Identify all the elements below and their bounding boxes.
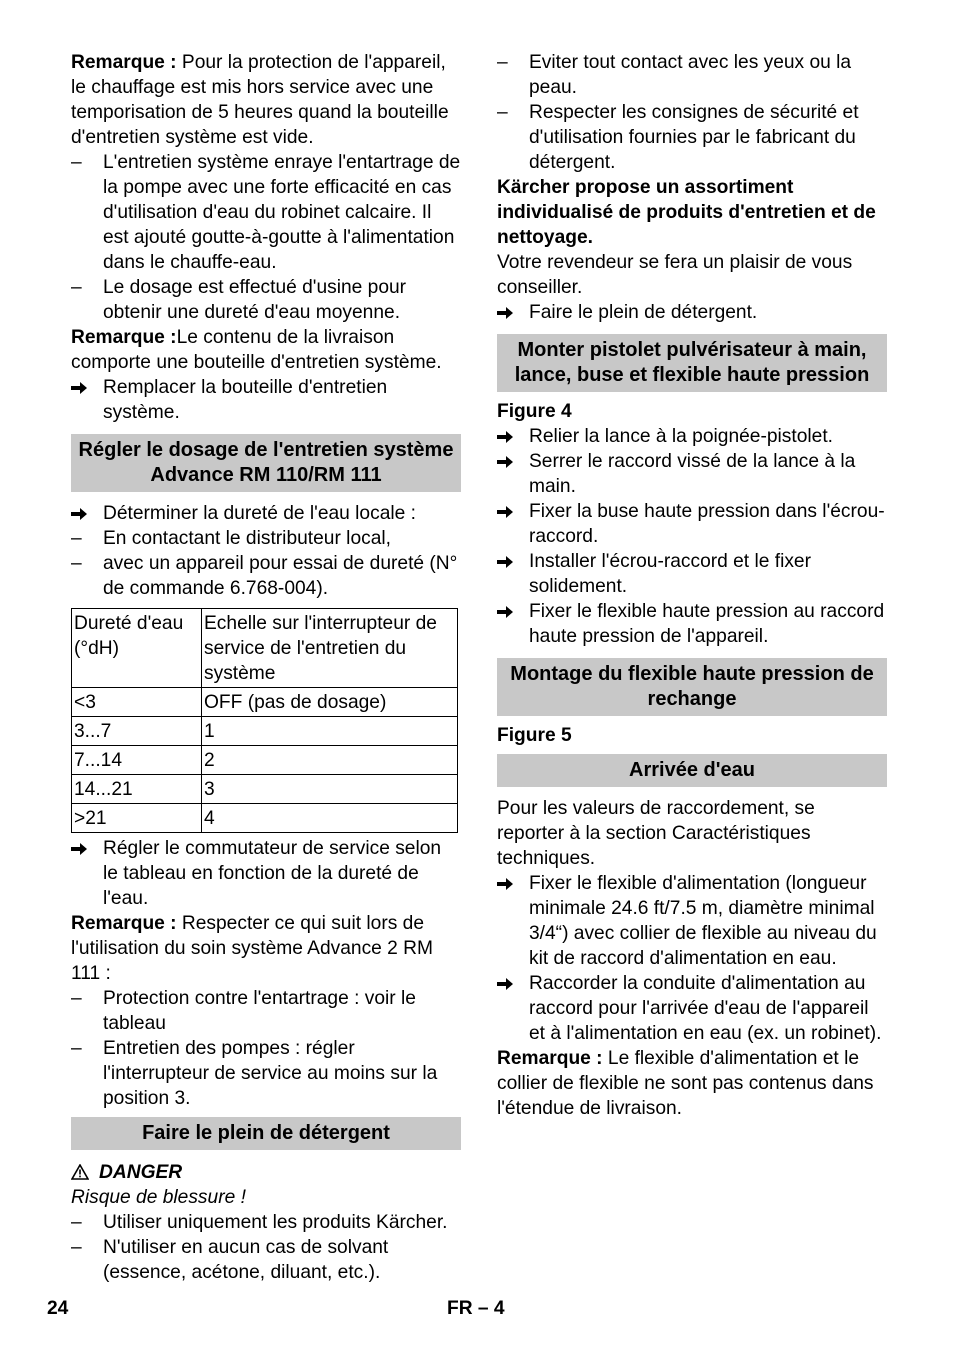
table-row [72,775,458,804]
table-header-row [72,609,458,688]
warning-triangle-icon [71,1162,99,1183]
arrow-right-icon [497,599,527,619]
danger-label: DANGER [71,1160,461,1185]
action-item: Relier la lance à la poignée-pistolet. [497,424,887,449]
table-cell: 4 [202,804,458,833]
note-remark: Remarque :Le contenu de la livraison comporte une bouteille d'entretien système. [71,327,442,373]
dash-item: – Entretien des pompes : régler l'interrupteur de service au moins sur la position 3. [71,1038,438,1109]
table-header-cell: Echelle sur l'interrupteur de service de l'entretien du système [202,609,458,688]
action-item: Serrer le raccord vissé de la lance à la main. [497,449,887,499]
action-item: Fixer la buse haute pression dans l'écrou-raccord. [497,499,887,549]
section-heading: Monter pistolet pulvérisateur à main, lance, buse et flexible haute pression [497,334,887,392]
section-heading: Régler le dosage de l'entretien système Advance RM 110/RM 111 [71,434,461,492]
action-item: Installer l'écrou-raccord et le fixer solidement. [497,549,887,599]
dash-item: – En contactant le distributeur local, [71,528,391,549]
action-item: Régler le commutateur de service selon le tableau en fonction de la dureté de l'eau. [71,836,461,911]
arrow-right-icon [497,449,527,469]
arrow-right-icon [497,971,527,991]
table-row [72,746,458,775]
table-cell: OFF (pas de dosage) [202,688,458,717]
dash-bullet: – [71,277,82,298]
section-heading: Arrivée d'eau [497,754,887,787]
note-remark: Remarque : Respecter ce qui suit lors de l'utilisation du soin système Advance 2 RM 111 : [71,913,434,984]
section-heading: Faire le plein de détergent [71,1117,461,1150]
action-item: Faire le plein de détergent. [497,300,887,325]
dash-bullet: – [71,1237,82,1258]
dash-bullet: – [71,1038,82,1059]
table-cell: 2 [202,746,458,775]
table-header-cell: Dureté d'eau (°dH) [72,609,202,688]
arrow-right-icon [71,501,101,521]
action-item: Déterminer la dureté de l'eau locale : [71,501,461,526]
right-column [497,50,887,1121]
action-item: Remplacer la bouteille d'entretien système. [71,375,461,425]
water-hardness-table [71,608,458,833]
action-item: Fixer le flexible d'alimentation (longueur minimale 24.6 ft/7.5 m, diamètre minimal 3/4“) avec collier de flexible au niveau du kit de raccord d'alimentation en eau. [497,871,887,971]
table-cell: >21 [72,804,202,833]
dash-bullet: – [497,102,508,123]
arrow-right-icon [497,871,527,891]
dash-item: – N'utiliser en aucun cas de solvant (essence, acétone, diluant, etc.). [71,1237,389,1283]
dash-item: – Protection contre l'entartrage : voir le tableau [71,988,416,1034]
action-item: Raccorder la conduite d'alimentation au raccord pour l'arrivée d'eau de l'appareil et à l'alimentation en eau (ex. un robinet). [497,971,887,1046]
arrow-right-icon [497,499,527,519]
figure-label: Figure 4 [497,401,572,422]
page-number: 24 [47,1298,69,1319]
arrow-right-icon [497,549,527,569]
dash-item: – Le dosage est effectué d'usine pour obtenir une dureté d'eau moyenne. [71,277,407,323]
table-row [72,804,458,833]
table-row [72,717,458,746]
figure-label: Figure 5 [497,725,572,746]
action-item: Fixer le flexible haute pression au raccord haute pression de l'appareil. [497,599,887,649]
table-row [72,688,458,717]
note-remark: Remarque : Pour la protection de l'appareil, le chauffage est mis hors service avec une temporisation de 5 heures quand la bouteille d'entretien système est vide. [71,52,449,148]
arrow-right-icon [71,375,101,395]
left-column [71,50,461,1285]
arrow-right-icon [497,424,527,444]
note-remark: Remarque : Le flexible d'alimentation et le collier de flexible ne sont pas contenus dans l'étendue de livraison. [497,1048,874,1119]
dash-bullet: – [71,988,82,1009]
table-cell: 7...14 [72,746,202,775]
danger-text: Risque de blessure ! [71,1187,246,1208]
paragraph: Votre revendeur se fera un plaisir de vous conseiller. [497,252,853,298]
bold-paragraph: Kärcher propose un assortiment individualisé de produits d'entretien et de nettoyage. [497,177,876,248]
dash-item: – avec un appareil pour essai de dureté (N° de commande 6.768-004). [71,553,458,599]
dash-bullet: – [497,52,508,73]
footer-section: FR – 4 [447,1298,505,1319]
dash-item: – Utiliser uniquement les produits Kärcher. [71,1212,448,1233]
table-cell: 3...7 [72,717,202,746]
arrow-right-icon [71,836,101,856]
arrow-right-icon [497,300,527,320]
dash-bullet: – [71,152,82,173]
section-heading: Montage du flexible haute pression de rechange [497,658,887,716]
dash-item: – L'entretien système enraye l'entartrage de la pompe avec une forte efficacité en cas d'utilisation d'eau du robinet calcaire. Il est ajouté goutte-à-goutte à l'alimentation dans le chauffe-eau. [71,152,461,273]
paragraph: Pour les valeurs de raccordement, se reporter à la section Caractéristiques techniques. [497,798,815,869]
table-cell: 1 [202,717,458,746]
dash-bullet: – [71,553,82,574]
dash-item: – Respecter les consignes de sécurité et d'utilisation fournies par le fabricant du détergent. [497,102,859,173]
table-cell: <3 [72,688,202,717]
dash-bullet: – [71,528,82,549]
table-cell: 3 [202,775,458,804]
dash-item: – Eviter tout contact avec les yeux ou la peau. [497,52,852,98]
table-cell: 14...21 [72,775,202,804]
dash-bullet: – [71,1212,82,1233]
